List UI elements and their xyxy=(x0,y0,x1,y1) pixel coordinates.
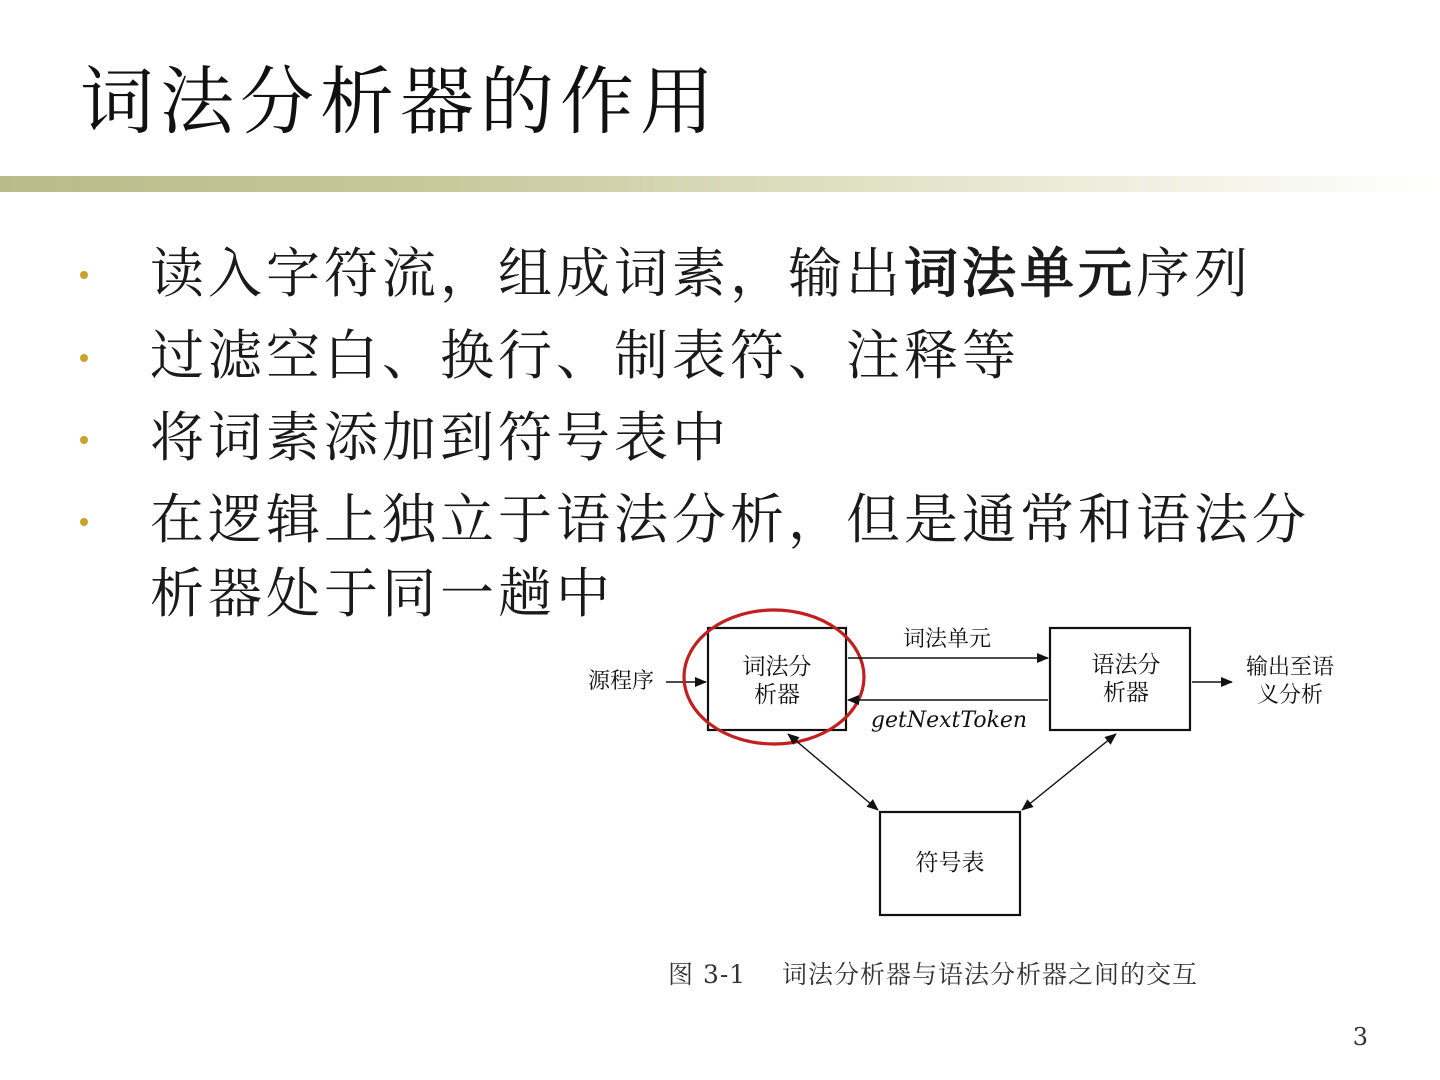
parser-symbol-table-arrow xyxy=(1022,734,1116,810)
bullet-item xyxy=(0,236,1440,311)
parser-label-line1: 语法分 xyxy=(1091,652,1161,678)
bullet-dot-icon xyxy=(80,354,88,362)
figure-caption: 图 3-1 词法分析器与语法分析器之间的交互 xyxy=(668,960,1198,989)
bullet-bold-term: 词法单元 xyxy=(904,241,1136,305)
lexer-parser-diagram xyxy=(560,600,1380,930)
parser-label-line2: 析器 xyxy=(1103,680,1149,706)
bullet-text: 过滤空白、换行、制表符、注释等 xyxy=(150,324,1020,387)
bullet-list xyxy=(0,236,1440,639)
bullet-text-tail: 序列 xyxy=(1136,242,1252,305)
bullet-dot-icon xyxy=(80,271,88,279)
source-program-label: 源程序 xyxy=(588,669,655,694)
page-number: 3 xyxy=(1352,1023,1368,1051)
bullet-text: 将词素添加到符号表中 xyxy=(150,406,730,469)
output-label-line1: 输出至语 xyxy=(1245,655,1335,680)
bullet-text: 读入字符流，组成词素，输出 xyxy=(150,242,904,305)
title-divider xyxy=(0,176,1440,192)
bullet-item xyxy=(0,401,1440,475)
slide-title: 词法分析器的作用 xyxy=(80,59,720,145)
bullet-text: 在逻辑上独立于语法分析，但是通常和语法分析器处于同一趟中 xyxy=(150,488,1310,625)
lexer-symbol-table-arrow xyxy=(788,734,878,810)
lexer-label-line1: 词法分 xyxy=(742,654,812,680)
parser-box xyxy=(1050,628,1190,730)
bullet-dot-icon xyxy=(80,518,88,526)
get-next-token-label: getNextToken xyxy=(870,708,1028,733)
output-label-line2: 义分析 xyxy=(1256,683,1324,708)
lexer-label-line2: 析器 xyxy=(754,682,800,708)
bullet-dot-icon xyxy=(80,436,88,444)
symbol-table-label: 符号表 xyxy=(915,850,985,876)
bullet-item xyxy=(0,319,1440,393)
token-arrow-label: 词法单元 xyxy=(902,627,992,652)
